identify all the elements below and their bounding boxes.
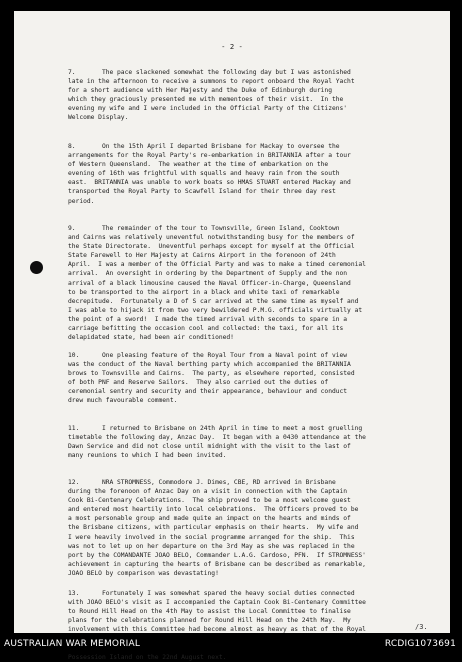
footer-institution: AUSTRALIAN WAR MEMORIAL — [4, 639, 141, 649]
page-number-header: - 2 - — [221, 42, 243, 51]
footer-record-id: RCDIG1073691 — [384, 639, 456, 649]
archive-footer — [0, 635, 462, 653]
paragraph-7: 7. The pace slackened somewhat the following day but I was astonished late in the afternoon to receive a summons to report onboard the Royal Yacht for a short audience with Her Majesty and the Duke of Edinburgh during which they graciously presented me with mementoes of their visit. In the evening my wife and I were included in the Official Party of the Citizens' Welcome Display. — [68, 69, 355, 122]
paragraph-10: 10. One pleasing feature of the Royal Tour from a Naval point of view was the conduct of the Naval berthing party which accompanied the BRITANNIA brows to Townsville and Cairns. The party, as elsewhere reported, consisted of both PNF and Reserve Sailors. They also carried out the duties of ceremonial sentry and security and their appearance, behaviour and conduct drew much favourable comment. — [68, 352, 355, 405]
paragraph-12: 12. NRA STROMNESS, Commodore J. Dimes, CBE, RD arrived in Brisbane during the forenoon of Anzac Day on a visit in connection with the Captain Cook Bi-Centenary Celebrations. The ship proved to be a most welcome guest and entered most heartily into local celebrations. The Officers proved to be a most personable group and made quite an impact on the hearts and minds of the Brisbane citizens, with particular emphasis on their hearts. My wife and I were heavily involved in the social programme arranged for the ship. This was not to let up on her departure on the 3rd May as she was replaced in the port by the COMANDANTE JOAO BELO, Commander L.A.G. Cardoso, PFN. If STROMNESS' achievement in capturing the hearts of Brisbane can be described as remarkable, JOAO BELO by comparison was devastating! — [68, 479, 366, 577]
punch-hole — [30, 261, 43, 274]
continuation-marker: /3. — [415, 623, 428, 631]
paragraph-9: 9. The remainder of the tour to Townsville, Green Island, Cooktown and Cairns was relatively uneventful notwithstanding busy for the members of the State Directorate. Uneventful perhaps except for myself at the Official State Farewell to Her Majesty at Cairns Airport in the forenoon of 24th April. I was a member of the Official Party and was to make a timed ceremonial arrival. An oversight in ordering by the Department of Supply and the non arrival of a black limousine caused the Naval Officer-in-Charge, Queensland to be transported to the airport in a black and white taxi of remarkable decrepitude. Fortunately a D of S car arrived at the same time as myself and I was able to hijack it from two very bewildered P.M.G. officials virtually at the point of a sword! I made the timed arrival with seconds to spare in a carriage befitting the occasion cool and collected: the taxi, for all its delapidated state, had been air conditioned! — [68, 225, 366, 342]
paragraph-8: 8. On the 15th April I departed Brisbane for Mackay to oversee the arrangements for the Royal Party's re-embarkation in BRITANNIA after a tour of Western Queensland. The weather at the time of embarkation on the evening of 16th was frightful with squalls and heavy rain from the south east. BRITANNIA was unable to work boats so HMAS STUART entered Mackay and transported the Royal Party to Scawfell Island for their three day rest period. — [68, 143, 351, 205]
paragraph-11: 11. I returned to Brisbane on 24th April in time to meet a most gruelling timetable the following day, Anzac Day. It began with a 0430 attendance at the Dawn Service and did not close until midnight with the visit to the last of many reunions to which I had been invited. — [68, 425, 366, 460]
paragraph-13: 13. Fortunately I was somewhat spared the heavy social duties connected with JOAO BELO's visit as I accompanied the Captain Cook Bi-Centenary Committee to Round Hill Head on the 4th May to assist the Local Committee to finalise plans for the celebrations planned for Round Hill Head on the 24th May. My involvement with this Committee had become almost as heavy as that of the Royal Possession Island on the 22nd August next. — [68, 590, 366, 661]
